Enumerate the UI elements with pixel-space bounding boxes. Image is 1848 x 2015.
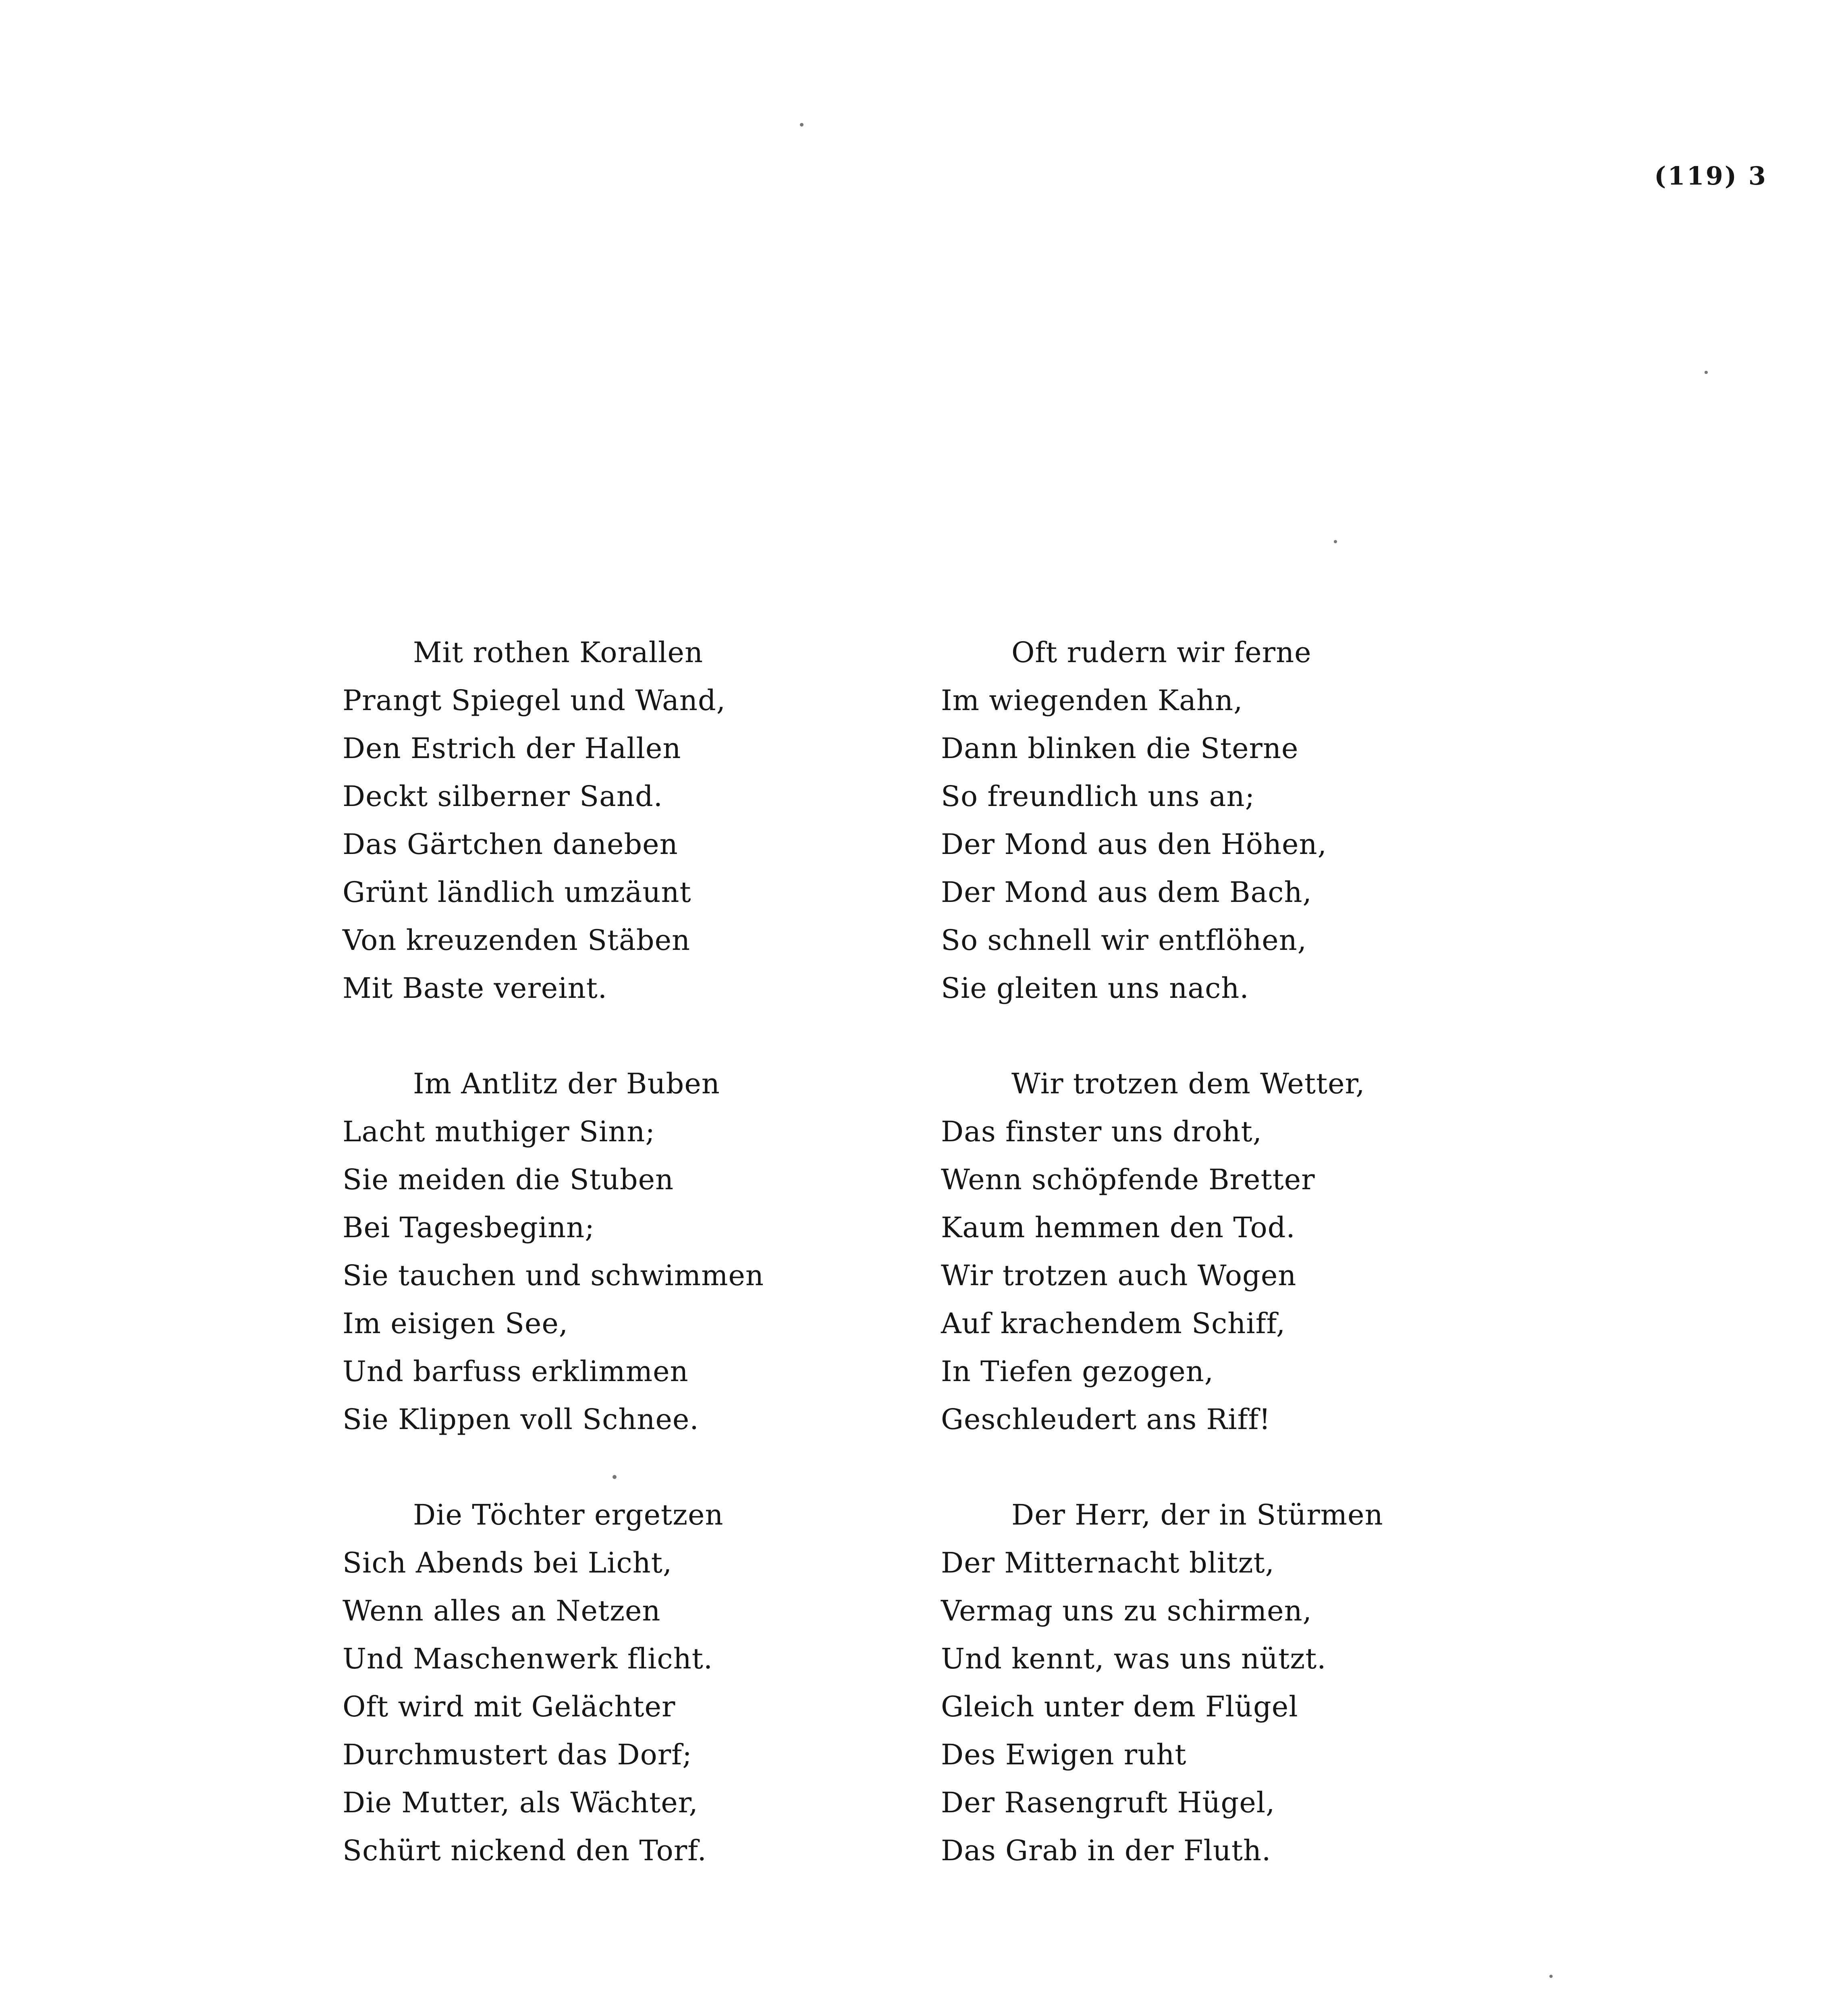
poem-column-right bbox=[941, 629, 1505, 1922]
verse-line: Im eisigen See, bbox=[343, 1307, 569, 1340]
verse-line: Den Estrich der Hallen bbox=[343, 732, 681, 765]
scan-speck bbox=[1705, 371, 1708, 374]
verse-line: Wir trotzen dem Wetter, bbox=[1011, 1067, 1365, 1100]
verse-line: Der Mond aus dem Bach, bbox=[941, 876, 1312, 909]
verse-line: Geschleudert ans Riff! bbox=[941, 1403, 1271, 1436]
verse-line: Das Grab in der Fluth. bbox=[941, 1834, 1271, 1867]
page-number: (119) 3 bbox=[1654, 161, 1767, 191]
verse-line: Und kennt, was uns nützt. bbox=[941, 1642, 1327, 1675]
verse-line: Auf krachendem Schiff, bbox=[941, 1307, 1286, 1340]
verse-line: Schürt nickend den Torf. bbox=[343, 1834, 707, 1867]
verse-line: Grünt ländlich umzäunt bbox=[343, 876, 691, 909]
stanza bbox=[343, 1060, 907, 1444]
verse-line: In Tiefen gezogen, bbox=[941, 1355, 1214, 1388]
verse-line: Sie tauchen und schwimmen bbox=[343, 1259, 764, 1292]
verse-line: Durchmustert das Dorf; bbox=[343, 1738, 692, 1771]
verse-line: Bei Tagesbeginn; bbox=[343, 1211, 595, 1244]
verse-line: Oft wird mit Gelächter bbox=[343, 1690, 676, 1723]
verse-line: Gleich unter dem Flügel bbox=[941, 1690, 1298, 1723]
verse-line: Wenn schöpfende Bretter bbox=[941, 1163, 1315, 1196]
verse-line: Mit Baste vereint. bbox=[343, 972, 608, 1005]
verse-line: Das finster uns droht, bbox=[941, 1115, 1262, 1148]
verse-line: So freundlich uns an; bbox=[941, 780, 1255, 813]
verse-line: Prangt Spiegel und Wand, bbox=[343, 684, 726, 717]
verse-line: Und Maschenwerk flicht. bbox=[343, 1642, 713, 1675]
verse-line: Der Rasengruft Hügel, bbox=[941, 1786, 1275, 1819]
verse-line: Der Mitternacht blitzt, bbox=[941, 1546, 1275, 1579]
verse-line: Die Töchter ergetzen bbox=[413, 1498, 724, 1531]
verse-line: Oft rudern wir ferne bbox=[1011, 636, 1312, 669]
scan-speck bbox=[1549, 1975, 1553, 1978]
verse-line: Wir trotzen auch Wogen bbox=[941, 1259, 1297, 1292]
scan-speck bbox=[1334, 540, 1337, 543]
stanza bbox=[941, 629, 1505, 1012]
verse-line: Die Mutter, als Wächter, bbox=[343, 1786, 698, 1819]
verse-line: Sie meiden die Stuben bbox=[343, 1163, 674, 1196]
stanza bbox=[343, 629, 907, 1012]
verse-line: Dann blinken die Sterne bbox=[941, 732, 1299, 765]
verse-line: Deckt silberner Sand. bbox=[343, 780, 663, 813]
scan-speck bbox=[800, 123, 804, 127]
verse-line: Der Herr, der in Stürmen bbox=[1011, 1498, 1383, 1531]
verse-line: Im Antlitz der Buben bbox=[413, 1067, 720, 1100]
verse-line: Lacht muthiger Sinn; bbox=[343, 1115, 655, 1148]
verse-line: Im wiegenden Kahn, bbox=[941, 684, 1243, 717]
verse-line: So schnell wir entflöhen, bbox=[941, 924, 1307, 957]
verse-line: Wenn alles an Netzen bbox=[343, 1594, 661, 1627]
verse-line: Das Gärtchen daneben bbox=[343, 828, 678, 861]
stanza bbox=[941, 1060, 1505, 1444]
stanza bbox=[941, 1491, 1505, 1875]
verse-line: Sie Klippen voll Schnee. bbox=[343, 1403, 699, 1436]
verse-line: Kaum hemmen den Tod. bbox=[941, 1211, 1296, 1244]
verse-line: Sie gleiten uns nach. bbox=[941, 972, 1249, 1005]
verse-line: Mit rothen Korallen bbox=[413, 636, 704, 669]
stanza bbox=[343, 1491, 907, 1875]
poem-column-left bbox=[343, 629, 907, 1922]
verse-line: Sich Abends bei Licht, bbox=[343, 1546, 673, 1579]
verse-line: Und barfuss erklimmen bbox=[343, 1355, 689, 1388]
verse-line: Von kreuzenden Stäben bbox=[343, 924, 691, 957]
verse-line: Der Mond aus den Höhen, bbox=[941, 828, 1327, 861]
verse-line: Des Ewigen ruht bbox=[941, 1738, 1187, 1771]
verse-line: Vermag uns zu schirmen, bbox=[941, 1594, 1312, 1627]
